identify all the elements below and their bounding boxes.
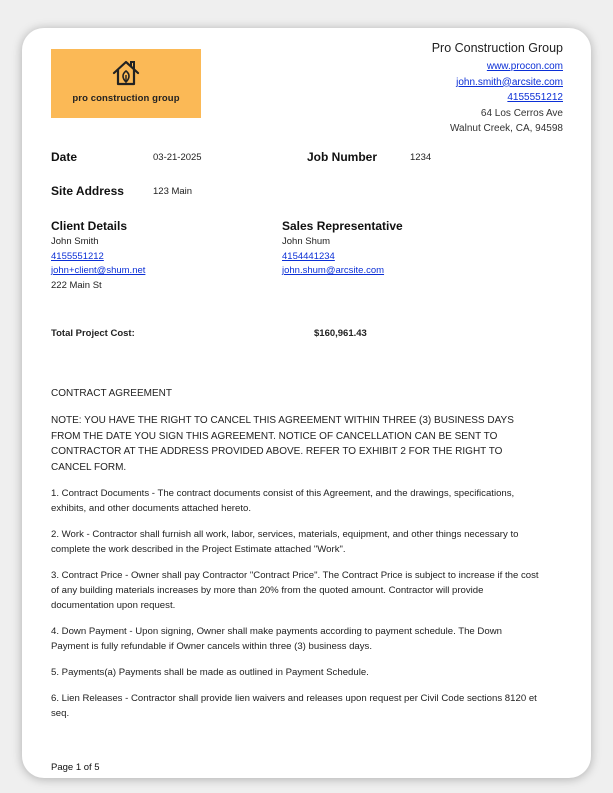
total-cost-value: $160,961.43 xyxy=(314,328,367,339)
site-address-label: Site Address xyxy=(51,184,124,198)
agreement-title: CONTRACT AGREEMENT xyxy=(51,388,172,399)
sales-rep-phone-link[interactable]: 4154441234 xyxy=(282,250,335,262)
sales-rep-name: John Shum xyxy=(282,236,331,247)
client-details-heading: Client Details xyxy=(51,219,128,233)
client-email-link[interactable]: john+client@shum.net xyxy=(51,265,146,277)
clause-payments: 5. Payments(a) Payments shall be made as outlined in Payment Schedule. xyxy=(51,667,369,678)
sales-representative xyxy=(282,218,403,279)
client-name: John Smith xyxy=(51,236,99,247)
date-value: 03-21-2025 xyxy=(153,152,202,163)
clause-work: 2. Work - Contractor shall furnish all work, labor, services, materials, equipment, and other things necessary to complete the work described in the Project Estimate attached "Work". xyxy=(51,529,519,555)
site-address-value: 123 Main xyxy=(153,186,193,197)
house-icon xyxy=(110,57,142,89)
date-label: Date xyxy=(51,150,78,164)
client-details xyxy=(51,218,145,293)
sales-rep-heading: Sales Representative xyxy=(282,219,403,233)
company-address-line2: Walnut Creek, CA, 94598 xyxy=(449,123,563,134)
company-email-link[interactable]: john.smith@arcsite.com xyxy=(456,76,563,88)
company-info xyxy=(432,40,563,137)
contract-agreement xyxy=(51,386,541,732)
company-name: Pro Construction Group xyxy=(431,41,563,55)
company-address-line1: 64 Los Cerros Ave xyxy=(480,107,563,119)
document-page xyxy=(22,28,591,778)
clause-lien-releases: 6. Lien Releases - Contractor shall provide lien waivers and releases upon request per Civil Code sections 8120 et seq. xyxy=(51,693,537,719)
sales-rep-email-link[interactable]: john.shum@arcsite.com xyxy=(282,265,385,277)
total-cost-label: Total Project Cost: xyxy=(51,328,135,339)
company-website-link[interactable]: www.procon.com xyxy=(486,61,563,72)
clause-contract-documents: 1. Contract Documents - The contract documents consist of this Agreement, and the drawings, specifications, exhibits, and other documents attached hereto. xyxy=(51,488,515,514)
logo-text: pro construction group xyxy=(72,93,180,104)
cancellation-note: NOTE: YOU HAVE THE RIGHT TO CANCEL THIS AGREEMENT WITHIN THREE (3) BUSINESS DAYS FROM THE DATE YOU SIGN THIS AGREEMENT. NOTICE OF CANCELLATION CAN BE SENT TO CONTRACTOR AT THE ADDRESS PROVIDED ABOVE. REFER TO EXHIBIT 2 FOR THE RIGHT TO CANCEL FORM. xyxy=(51,415,514,473)
job-number-label: Job Number xyxy=(307,150,378,164)
clause-down-payment: 4. Down Payment - Upon signing, Owner shall make payments according to payment schedule. The Down Payment is fully refundable if Owner cancels within three (3) business days. xyxy=(51,626,502,652)
company-logo xyxy=(51,49,201,118)
client-phone-link[interactable]: 4155551212 xyxy=(51,250,104,262)
company-phone-link[interactable]: 4155551212 xyxy=(507,92,563,103)
client-address: 222 Main St xyxy=(51,279,102,291)
clause-contract-price: 3. Contract Price - Owner shall pay Contractor "Contract Price". The Contract Price is subject to increase if the cost of any building materials increases by more than 20% from the quoted amount. Contractor will provide documentation upon request. xyxy=(51,570,539,611)
job-number-value: 1234 xyxy=(410,152,432,163)
page-number: Page 1 of 5 xyxy=(51,762,100,773)
